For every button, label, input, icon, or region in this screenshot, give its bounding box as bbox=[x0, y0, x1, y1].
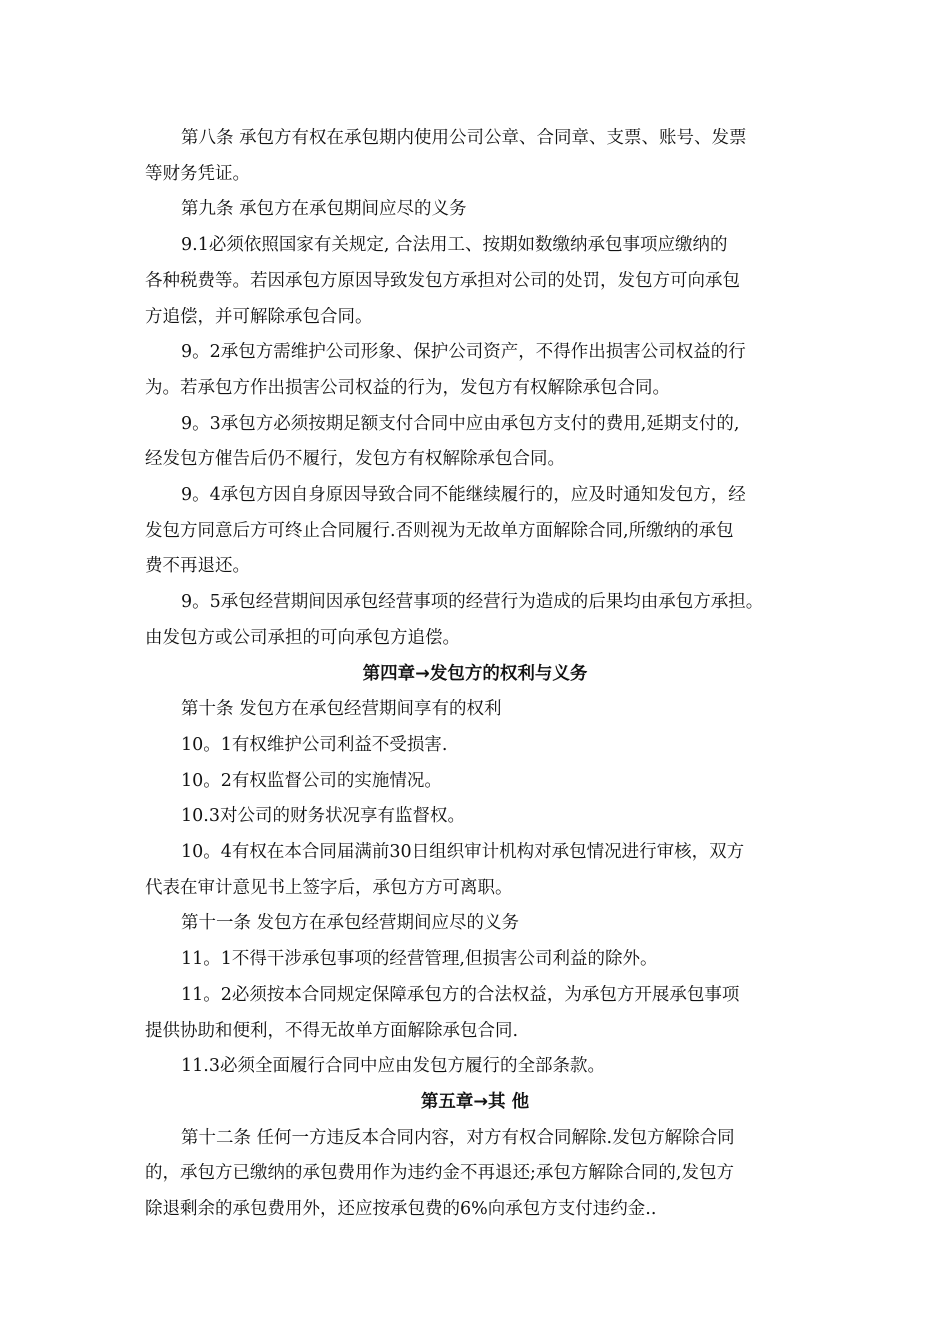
text-line: 第八条 承包方有权在承包期内使用公司公章、合同章、支票、账号、发票 bbox=[181, 128, 747, 148]
text-line: 由发包方或公司承担的可向承包方追偿。 bbox=[145, 627, 460, 648]
paragraph bbox=[145, 906, 805, 942]
paragraph bbox=[145, 1121, 805, 1228]
text-line: 各种税费等。若因承包方原因导致发包方承担对公司的处罚，发包方可向承包 bbox=[145, 270, 740, 291]
paragraph bbox=[145, 1049, 805, 1085]
paragraph bbox=[145, 335, 805, 406]
text-line: 9。4承包方因自身原因导致合同不能继续履行的，应及时通知发包方，经 bbox=[181, 485, 746, 506]
paragraph bbox=[145, 764, 805, 800]
paragraph bbox=[145, 407, 805, 478]
text-line: 经发包方催告后仍不履行，发包方有权解除承包合同。 bbox=[145, 449, 565, 470]
text-line: 10。1有权维护公司利益不受损害. bbox=[181, 734, 448, 755]
text-line: 第九条 承包方在承包期间应尽的义务 bbox=[181, 199, 467, 220]
document-body bbox=[145, 121, 805, 1228]
text-line: 9。5承包经营期间因承包经营事项的经营行为造成的后果均由承包方承担。 bbox=[181, 592, 764, 613]
paragraph bbox=[145, 835, 805, 906]
text-line: 为。若承包方作出损害公司权益的行为，发包方有权解除承包合同。 bbox=[145, 377, 670, 398]
paragraph bbox=[145, 585, 805, 656]
text-line: 第十条 发包方在承包经营期间享有的权利 bbox=[181, 699, 502, 720]
text-line: 10.3对公司的财务状况享有监督权。 bbox=[181, 806, 465, 827]
chapter-heading: 第五章→其 他 bbox=[420, 1091, 530, 1112]
paragraph bbox=[145, 728, 805, 764]
text-line: 发包方同意后方可终止合同履行.否则视为无故单方面解除合同,所缴纳的承包 bbox=[145, 520, 734, 541]
text-line: 除退剩余的承包费用外，还应按承包费的6%向承包方支付违约金.. bbox=[145, 1199, 657, 1220]
text-line: 代表在审计意见书上签字后，承包方方可离职。 bbox=[145, 877, 513, 898]
text-line: 10。2有权监督公司的实施情况。 bbox=[181, 770, 442, 791]
text-line: 11。2必须按本合同规定保障承包方的合法权益，为承包方开展承包事项 bbox=[181, 984, 740, 1005]
text-line: 9。2承包方需维护公司形象、保护公司资产，不得作出损害公司权益的行 bbox=[181, 342, 746, 363]
text-line: 9。3承包方必须按期足额支付合同中应由承包方支付的费用,延期支付的, bbox=[181, 413, 740, 434]
text-line: 9.1必须依照国家有关规定, 合法用工、按期如数缴纳承包事项应缴纳的 bbox=[181, 235, 728, 256]
chapter-heading: 第四章→发包方的权利与义务 bbox=[362, 663, 588, 684]
text-line: 11。1不得干涉承包事项的经营管理,但损害公司利益的除外。 bbox=[181, 949, 658, 970]
text-line: 方追偿，并可解除承包合同。 bbox=[145, 306, 373, 327]
text-line: 11.3必须全面履行合同中应由发包方履行的全部条款。 bbox=[181, 1056, 605, 1077]
paragraph bbox=[145, 478, 805, 585]
paragraph bbox=[145, 121, 805, 192]
text-line: 提供协助和便利，不得无故单方面解除承包合同. bbox=[145, 1020, 519, 1041]
paragraph bbox=[145, 978, 805, 1049]
text-line: 等财务凭证。 bbox=[145, 163, 250, 184]
paragraph bbox=[145, 942, 805, 978]
paragraph bbox=[145, 192, 805, 228]
paragraph bbox=[145, 692, 805, 728]
text-line: 的，承包方已缴纳的承包费用作为违约金不再退还;承包方解除合同的,发包方 bbox=[145, 1163, 734, 1184]
paragraph bbox=[145, 228, 805, 335]
text-line: 第十二条 任何一方违反本合同内容，对方有权合同解除.发包方解除合同 bbox=[181, 1127, 735, 1148]
text-line: 第十一条 发包方在承包经营期间应尽的义务 bbox=[181, 913, 520, 934]
text-line: 10。4有权在本合同届满前30日组织审计机构对承包情况进行审核，双方 bbox=[181, 842, 745, 863]
text-line: 费不再退还。 bbox=[145, 556, 250, 577]
paragraph bbox=[145, 799, 805, 835]
